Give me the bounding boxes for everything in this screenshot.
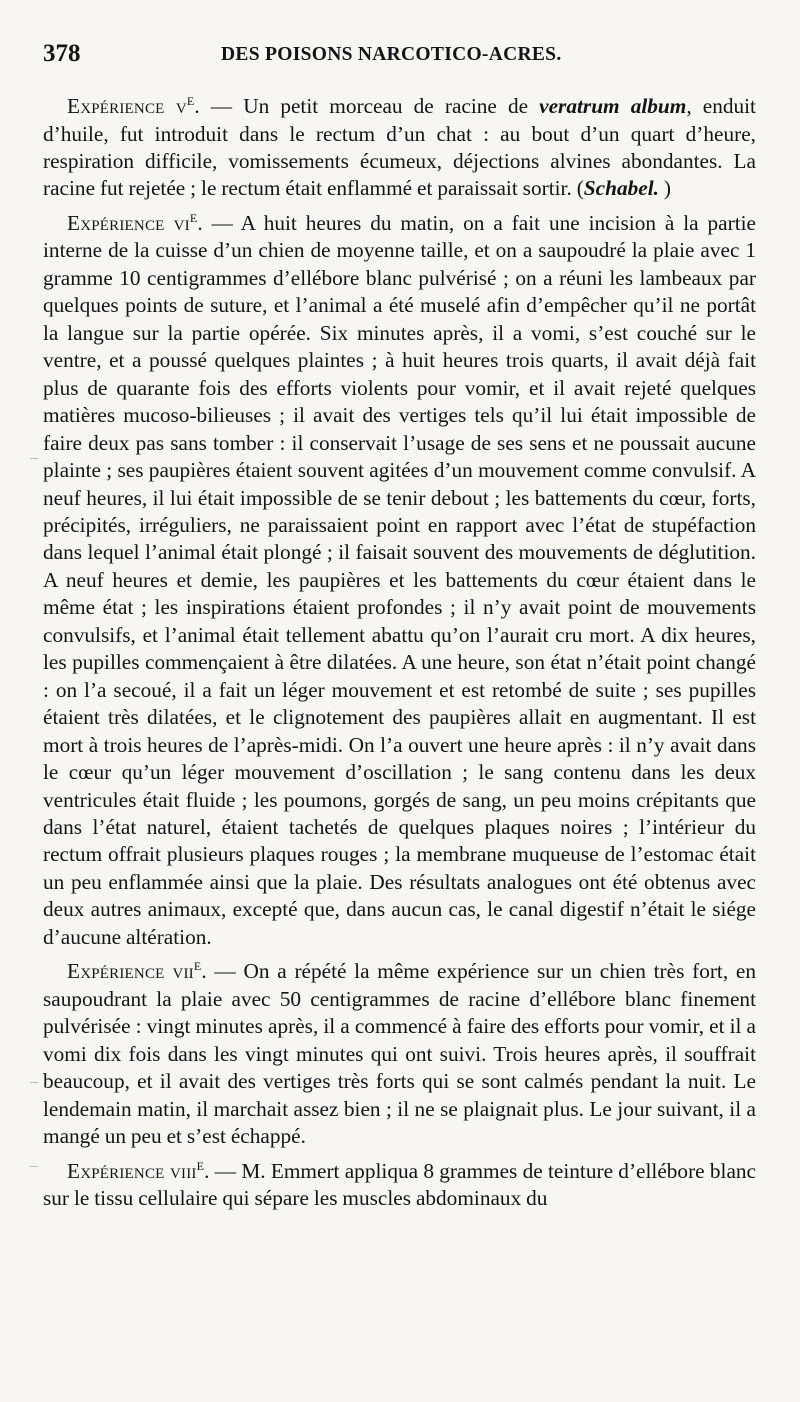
scan-mark <box>30 1082 38 1083</box>
experience-label: Expérience $v^e$ <box>67 89 195 119</box>
author-citation: Schabel. <box>583 176 659 201</box>
latin-term: veratrum album <box>539 94 687 119</box>
experience-label: Expérience viii$^e$ <box>67 1153 205 1183</box>
running-head: DES POISONS NARCOTICO-ACRES. <box>221 44 562 65</box>
page-header <box>43 40 756 72</box>
experience-label: Expérience $vi^e$ <box>67 205 198 235</box>
paragraph-experience-6: Expérience $vi^e$. — A huit heures du matin, on a fait une incision à la partie interne de la cuisse d’un chien de moyenne taille, et on a saupoudré la plaie avec 1 gramme 10 centigrammes d’ellébore blanc pulvérisé ; on a réuni les lambeaux par quelques points de suture, et l’animal a été muselé afin d’empêcher qu’il ne portât la langue sur la partie opérée. Six minutes après, il a vomi, s’est couché sur le ventre, et a poussé quelques plaintes ; à huit heures trois quarts, il avait déjà fait plus de quarante fois des efforts violents pour vomir, et il avait rejeté quelques matières mucoso-bilieuses ; il avait des vertiges tels qu’il lui était impossible de faire deux pas sans tomber : il conservait l’usage de ses sens et ne poussait aucune plainte ; ses paupières étaient souvent agitées d’un mouvement comme convulsif. A neuf heures, il lui était impossible de se tenir debout ; les battements du cœur, forts, précipités, irréguliers, ne paraissaient point en rapport avec l’état de stupéfaction dans lequel l’animal était plongé ; il faisait souvent des mouvements de déglutition. A neuf heures et demie, les paupières et les battements du cœur étaient dans le même état ; les inspirations étaient profondes ; il n’y avait point de mouvements convulsifs, et l’animal était tellement abattu qu’on l’aurait cru mort. A dix heures, les pupilles commençaient à être dilatées. A une heure, son état n’était point changé : on l’a secoué, il a fait un léger mouvement et est retombé de suite ; ses pupilles étaient très dilatées, et le clignotement des paupières allait en augmentant. Il est mort à trois heures de l’après-midi. On l’a ouvert une heure après : il n’y avait dans le cœur qu’un léger mouvement d’oscillation ; le sang contenu dans les deux ventricules était fluide ; les poumons, gorgés de sang, un peu moins crépitants que dans l’état naturel, étaient tachetés de quelques plaques noires ; l’intérieur du rectum offrait plusieurs plaques rouges ; la membrane muqueuse de l’estomac était un peu enflammée ainsi que la plaie. Des résultats analogues ont été obtenus avec deux autres animaux, excepté que, dans aucun cas, le canal digestif n’était le siége d’aucune altération. <box>43 205 757 949</box>
paragraph-experience-7: Expérience vii$^e$. — On a répété la même expérience sur un chien très fort, en saupoudrant la plaie avec 50 centigrammes de racine d’ellébore blanc finement pulvérisée : vingt minutes après, il a commencé à faire des efforts pour vomir, et il a vomi dix fois dans les vingt minutes qui ont suivi. Trois heures après, il souffrait beaucoup, et il avait des vertiges très forts qui se sont calmés pendant la nuit. Le lendemain matin, il marchait assez bien ; il ne se plaignait plus. Le jour suivant, il a mangé un peu et s’est échappé. <box>43 954 757 1149</box>
scan-mark <box>30 1166 38 1167</box>
page-number: 378 <box>43 40 81 67</box>
paragraph-experience-8: Expérience viii$^e$. — M. Emmert appliqua 8 grammes de teinture d’ellébore blanc sur le tissu cellulaire qui sépare les muscles abdominaux du <box>43 1153 757 1211</box>
scan-mark <box>30 458 38 459</box>
experience-label: Expérience vii$^e$ <box>67 954 202 984</box>
paragraph-experience-5: Expérience $v^e$. — Un petit morceau de racine de veratrum album, enduit d’huile, fut introduit dans le rectum d’un chat : au bout d’un quart d’heure, respiration difficile, vomissements écumeux, déjections alvines abondantes. La racine fut rejetée ; le rectum était enflammé et paraissait sortir. (Schabel. ) <box>43 89 756 201</box>
